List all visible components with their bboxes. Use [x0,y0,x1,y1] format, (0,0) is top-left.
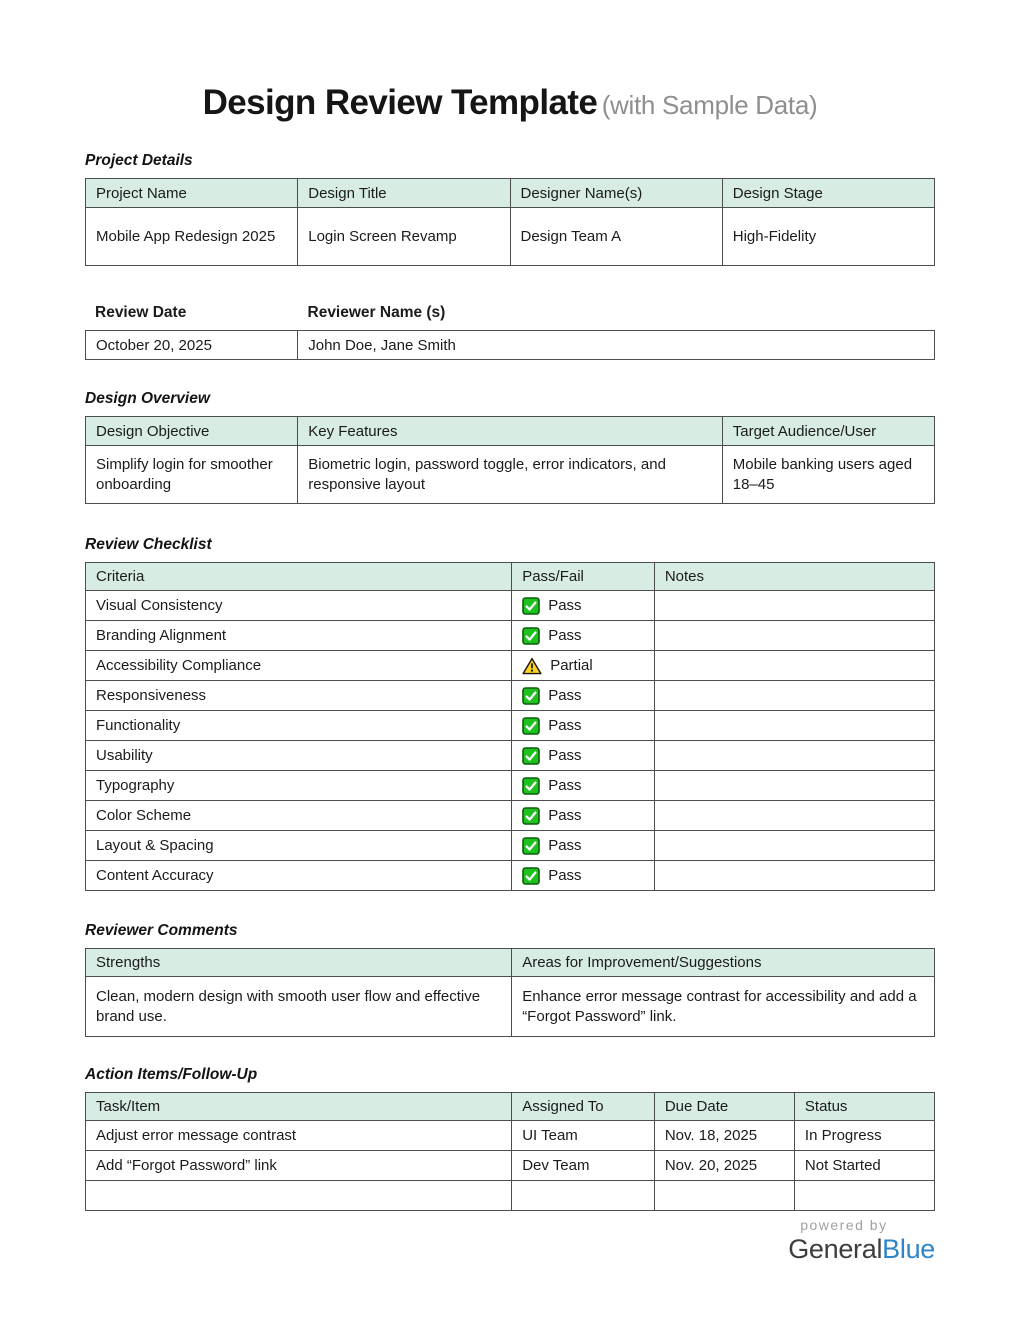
status-cell [512,621,655,651]
checklist-row [86,711,935,741]
notes-cell [654,591,934,621]
status-cell [512,711,655,741]
status-label: Pass [548,747,582,765]
review-checklist-table [85,562,935,891]
status-cell [794,1181,934,1211]
header-design-title: Design Title [298,179,510,208]
header-designer-names: Designer Name(s) [510,179,722,208]
checklist-row [86,651,935,681]
checklist-row [86,861,935,891]
status-label: Pass [548,867,582,885]
task-cell: Add “Forgot Password” link [86,1151,512,1181]
table-row [86,977,935,1037]
criteria-cell: Branding Alignment [86,621,512,651]
criteria-cell: Usability [86,741,512,771]
due-date-cell: Nov. 18, 2025 [654,1121,794,1151]
design-title-cell: Login Screen Revamp [298,208,510,266]
status-label: Partial [550,657,593,675]
criteria-cell: Functionality [86,711,512,741]
action-item-row-empty [86,1181,935,1211]
due-date-cell [654,1181,794,1211]
header-improvements: Areas for Improvement/Suggestions [512,949,935,977]
warning-icon [522,657,542,675]
status-cell [512,771,655,801]
header-design-stage: Design Stage [722,179,934,208]
status-cell: Not Started [794,1151,934,1181]
design-stage-cell: High-Fidelity [722,208,934,266]
criteria-cell: Responsiveness [86,681,512,711]
status-cell [512,591,655,621]
review-info-labels [85,304,935,322]
header-target-audience: Target Audience/User [722,417,934,446]
status-label: Pass [548,687,582,705]
table-header-row [86,417,935,446]
project-name-cell: Mobile App Redesign 2025 [86,208,298,266]
task-cell: Adjust error message contrast [86,1121,512,1151]
table-row [86,331,935,360]
notes-cell [654,681,934,711]
design-overview-heading: Design Overview [85,390,210,408]
header-key-features: Key Features [298,417,723,446]
table-row [86,446,935,504]
status-label: Pass [548,807,582,825]
improvements-cell: Enhance error message contrast for accessibility and add a “Forgot Password” link. [512,977,935,1037]
project-details-heading: Project Details [85,152,193,170]
criteria-cell: Color Scheme [86,801,512,831]
header-criteria: Criteria [86,563,512,591]
notes-cell [654,651,934,681]
task-cell [86,1181,512,1211]
header-notes: Notes [654,563,934,591]
reviewer-names-cell: John Doe, Jane Smith [298,331,935,360]
status-cell [512,681,655,711]
strengths-cell: Clean, modern design with smooth user flow and effective brand use. [86,977,512,1037]
header-strengths: Strengths [86,949,512,977]
brand-general-text: General [788,1234,883,1265]
checklist-row [86,771,935,801]
check-icon [522,597,540,615]
action-items-heading: Action Items/Follow-Up [85,1066,258,1084]
notes-cell [654,741,934,771]
header-design-objective: Design Objective [86,417,298,446]
reviewer-comments-heading: Reviewer Comments [85,922,238,940]
project-details-table [85,178,935,266]
table-row [86,208,935,266]
status-label: Pass [548,717,582,735]
check-icon [522,807,540,825]
checklist-row [86,801,935,831]
target-audience-cell: Mobile banking users aged 18–45 [722,446,934,504]
notes-cell [654,801,934,831]
status-label: Pass [548,777,582,795]
notes-cell [654,861,934,891]
criteria-cell: Content Accuracy [86,861,512,891]
section-project-details [85,152,935,266]
header-project-name: Project Name [86,179,298,208]
criteria-cell: Typography [86,771,512,801]
assigned-cell: UI Team [512,1121,655,1151]
review-checklist-heading: Review Checklist [85,536,212,554]
notes-cell [654,621,934,651]
review-info-table [85,330,935,360]
status-label: Pass [548,837,582,855]
status-label: Pass [548,627,582,645]
reviewer-name-label: Reviewer Name (s) [307,304,446,322]
action-items-table [85,1092,935,1211]
reviewer-comments-table [85,948,935,1037]
assigned-cell [512,1181,655,1211]
status-cell [512,831,655,861]
section-reviewer-comments [85,922,935,1037]
header-assigned-to: Assigned To [512,1093,655,1121]
header-task-item: Task/Item [86,1093,512,1121]
status-cell [512,651,655,681]
review-date-label: Review Date [95,304,187,322]
generalblue-logo[interactable] [788,1217,935,1265]
check-icon [522,627,540,645]
brand-logo-text [788,1234,935,1265]
table-header-row [86,1093,935,1121]
checklist-row [86,681,935,711]
section-design-overview [85,390,935,504]
section-review-info [85,304,935,360]
due-date-cell: Nov. 20, 2025 [654,1151,794,1181]
criteria-cell: Accessibility Compliance [86,651,512,681]
action-item-row [86,1121,935,1151]
notes-cell [654,771,934,801]
header-pass-fail: Pass/Fail [512,563,655,591]
action-item-row [86,1151,935,1181]
review-date-cell: October 20, 2025 [86,331,298,360]
section-review-checklist [85,536,935,891]
powered-by-text: powered by [800,1217,888,1234]
status-label: Pass [548,597,582,615]
header-due-date: Due Date [654,1093,794,1121]
check-icon [522,717,540,735]
section-action-items [85,1066,935,1211]
checklist-row [86,741,935,771]
page-subtitle: (with Sample Data) [601,90,818,120]
header-status: Status [794,1093,934,1121]
design-overview-table [85,416,935,504]
check-icon [522,747,540,765]
check-icon [522,867,540,885]
key-features-cell: Biometric login, password toggle, error indicators, and responsive layout [298,446,723,504]
table-header-row [86,179,935,208]
check-icon [522,837,540,855]
checklist-row [86,591,935,621]
status-cell [512,741,655,771]
designer-names-cell: Design Team A [510,208,722,266]
table-header-row [86,949,935,977]
checklist-row [86,831,935,861]
assigned-cell: Dev Team [512,1151,655,1181]
check-icon [522,777,540,795]
status-cell: In Progress [794,1121,934,1151]
check-icon [522,687,540,705]
status-cell [512,861,655,891]
status-cell [512,801,655,831]
brand-blue-text: Blue [882,1234,935,1265]
footer [85,1217,935,1265]
criteria-cell: Visual Consistency [86,591,512,621]
criteria-cell: Layout & Spacing [86,831,512,861]
page-title: Design Review Template [202,83,598,122]
design-objective-cell: Simplify login for smoother onboarding [86,446,298,504]
checklist-row [86,621,935,651]
table-header-row [86,563,935,591]
notes-cell [654,831,934,861]
notes-cell [654,711,934,741]
title-block [85,0,935,123]
